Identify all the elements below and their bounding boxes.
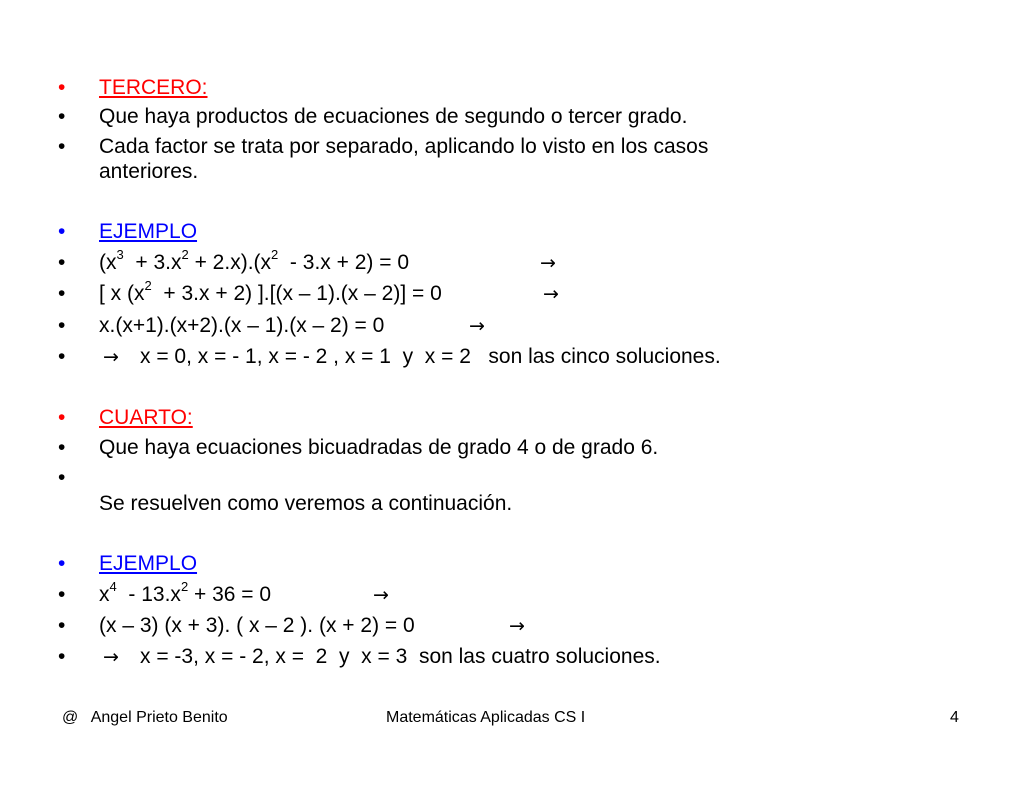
footer-author: @ Angel Prieto Benito	[62, 709, 228, 726]
equation-line	[0, 248, 1024, 278]
bullet-dot: •	[58, 135, 66, 158]
bullet-line-cuarto	[0, 403, 1024, 433]
equation: x.(x+1).(x+2).(x – 1).(x – 2) = 0	[99, 314, 385, 337]
bullet-text: anteriores.	[99, 160, 199, 183]
bullet-dot: •	[58, 645, 66, 668]
bullet-line	[0, 433, 1024, 463]
bullet-continuation	[0, 157, 1024, 187]
right-arrow-icon: →	[469, 315, 485, 337]
bullet-dot: •	[58, 466, 66, 489]
bullet-line-ejemplo	[0, 549, 1024, 579]
bullet-dot: •	[58, 436, 66, 459]
bullet-continuation	[0, 489, 1024, 519]
solution-line	[0, 642, 1024, 672]
bullet-line-ejemplo	[0, 217, 1024, 247]
footer-course: Matemáticas Aplicadas CS I	[386, 709, 586, 726]
solution-line	[0, 342, 1024, 372]
heading-ejemplo: EJEMPLO	[99, 220, 198, 243]
bullet-dot: •	[58, 76, 66, 99]
right-arrow-icon: →	[540, 252, 556, 274]
heading-ejemplo: EJEMPLO	[99, 552, 198, 575]
bullet-dot: •	[58, 406, 66, 429]
bullet-dot: •	[58, 220, 66, 243]
bullet-text: Se resuelven como veremos a continuación.	[99, 492, 513, 515]
equation: [ x $(x^2 + 3.x + 2)$ ].[(x – 1).(x – 2)] = 0	[99, 278, 442, 305]
heading-tercero: TERCERO:	[99, 76, 208, 99]
right-arrow-icon: →	[543, 283, 559, 305]
right-arrow-icon: →	[103, 646, 119, 668]
right-arrow-icon: →	[373, 584, 389, 606]
bullet-text: Que haya productos de ecuaciones de segundo o tercer grado.	[99, 105, 688, 128]
solution-text: x = -3, x = - 2, x = 2 y x = 3 son las cuatro soluciones.	[140, 645, 661, 668]
footer-page-number: 4	[950, 709, 959, 726]
equation-line	[0, 311, 1024, 341]
bullet-dot: •	[58, 552, 66, 575]
right-arrow-icon: →	[103, 346, 119, 368]
equation-line	[0, 279, 1024, 309]
bullet-text: Cada factor se trata por separado, aplicando lo visto en los casos	[99, 135, 709, 158]
bullet-dot: •	[58, 105, 66, 128]
solution-text: x = 0, x = - 1, x = - 2 , x = 1 y x = 2 son las cinco soluciones.	[140, 345, 721, 368]
equation: $(x^3 + 3.x^2 + 2.x).(x^2 - 3.x + 2) = 0$	[99, 247, 409, 274]
equation: $x^4 - 13.x^2 + 36 = 0$	[99, 579, 272, 606]
heading-cuarto: CUARTO:	[99, 406, 193, 429]
equation-line	[0, 580, 1024, 610]
equation-line	[0, 611, 1024, 641]
right-arrow-icon: →	[509, 615, 525, 637]
bullet-text: Que haya ecuaciones bicuadradas de grado 4 o de grado 6.	[99, 436, 659, 459]
bullet-line	[0, 102, 1024, 132]
bullet-dot: •	[58, 583, 66, 606]
bullet-line-tercero	[0, 73, 1024, 103]
bullet-dot: •	[58, 345, 66, 368]
bullet-dot: •	[58, 282, 66, 305]
bullet-dot: •	[58, 251, 66, 274]
bullet-dot: •	[58, 314, 66, 337]
equation: (x – 3) (x + 3). ( x – 2 ). (x + 2) = 0	[99, 614, 415, 637]
bullet-dot: •	[58, 614, 66, 637]
